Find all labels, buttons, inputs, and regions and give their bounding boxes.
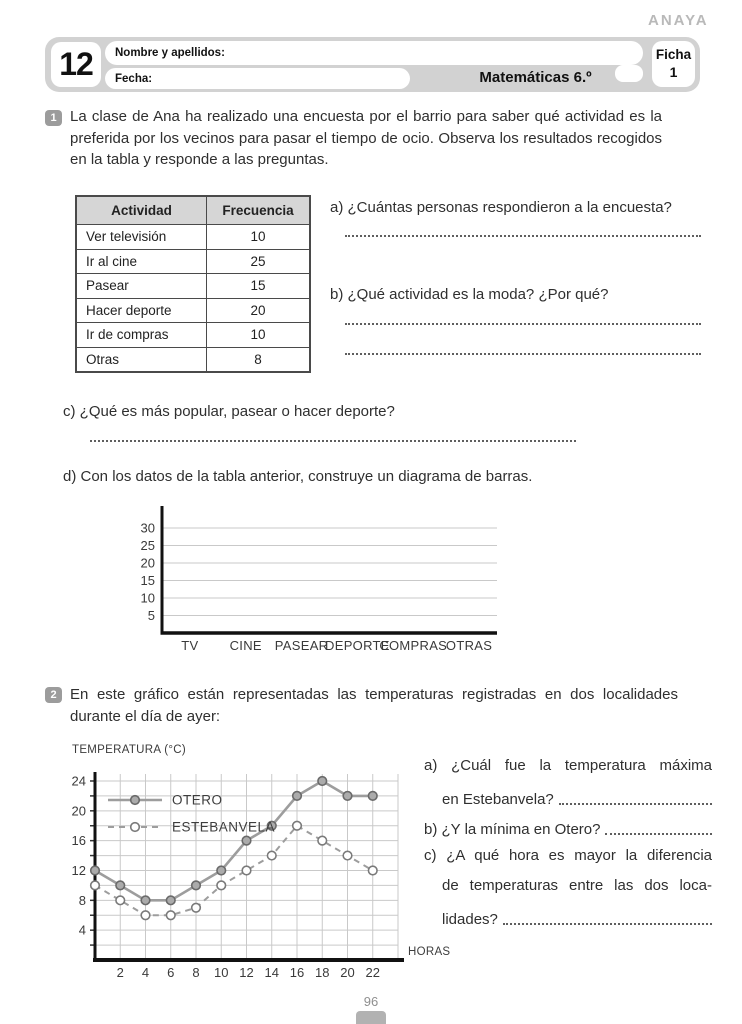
- frequency-cell: 25: [207, 249, 310, 274]
- exercise2-intro: En este gráfico están representadas las temperaturas registradas en dos localidades durante el día de ayer:: [70, 686, 678, 725]
- svg-text:ESTEBANVELA: ESTEBANVELA: [172, 819, 276, 835]
- svg-text:5: 5: [147, 608, 155, 623]
- answer-line[interactable]: [345, 234, 701, 237]
- frequency-cell: 20: [207, 298, 310, 323]
- question-text: de temperaturas entre las dos loca-: [442, 877, 712, 894]
- question-1c: c) ¿Qué es más popular, pasear o hacer deporte?: [63, 403, 395, 420]
- question-1d: d) Con los datos de la tabla anterior, construye un diagrama de barras.: [63, 468, 533, 485]
- frequency-cell: 10: [207, 225, 310, 250]
- footer-tab: [356, 1011, 386, 1024]
- svg-text:4: 4: [78, 922, 86, 938]
- answer-line[interactable]: [605, 833, 712, 835]
- activity-cell: Otras: [77, 347, 207, 372]
- svg-text:25: 25: [140, 538, 155, 553]
- svg-text:2: 2: [116, 965, 124, 980]
- svg-text:6: 6: [167, 965, 175, 980]
- question-text: lidades?: [442, 911, 498, 928]
- table-row: [77, 274, 310, 299]
- svg-text:4: 4: [141, 965, 150, 980]
- exercise2-questions: [424, 748, 712, 928]
- table-row: [77, 323, 310, 348]
- table-row: [77, 249, 310, 274]
- svg-text:12: 12: [239, 965, 254, 980]
- question-text: a) ¿Cuál fue la temperatura máxima: [424, 757, 712, 774]
- answer-line[interactable]: [559, 803, 712, 805]
- question-line: [424, 868, 712, 898]
- exercise2-number: 2: [50, 689, 57, 701]
- svg-text:16: 16: [71, 833, 86, 849]
- date-label: Fecha:: [115, 72, 153, 85]
- table-header-row: [77, 197, 310, 225]
- activity-cell: Pasear: [77, 274, 207, 299]
- ficha-number: 1: [669, 63, 678, 80]
- svg-text:8: 8: [192, 965, 200, 980]
- svg-text:COMPRAS: COMPRAS: [379, 638, 448, 653]
- answer-line[interactable]: [90, 439, 576, 442]
- activity-cell: Ir al cine: [77, 249, 207, 274]
- ficha-label: Ficha: [655, 46, 692, 62]
- svg-text:HORAS: HORAS: [408, 946, 451, 958]
- table-row: [77, 225, 310, 250]
- svg-text:30: 30: [140, 520, 155, 536]
- temperature-chart-title: TEMPERATURA (°C): [72, 744, 186, 756]
- table-row: [77, 298, 310, 323]
- svg-text:12: 12: [71, 862, 86, 878]
- exercise1-intro: La clase de Ana ha realizado una encuesta por el barrio para saber qué actividad es la preferida por los vecinos para pasar el tiempo de ocio. Observa los resultados recogidos en la tabla y responde a las preguntas.: [70, 108, 662, 168]
- name-label: Nombre y apellidos:: [115, 47, 225, 59]
- svg-text:22: 22: [365, 965, 380, 980]
- unit-number: 12: [59, 46, 93, 82]
- svg-text:8: 8: [78, 892, 86, 908]
- svg-text:CINE: CINE: [229, 638, 262, 653]
- svg-text:20: 20: [340, 965, 355, 980]
- question-line: [424, 898, 712, 928]
- exercise1-badge: [45, 110, 62, 126]
- question-line: [424, 748, 712, 778]
- svg-text:PASEAR: PASEAR: [274, 638, 329, 653]
- frequency-cell: 15: [207, 274, 310, 299]
- question-text: c) ¿A qué hora es mayor la diferencia: [424, 847, 712, 864]
- frequency-table: [76, 196, 310, 372]
- frequency-cell: 8: [207, 347, 310, 372]
- activity-cell: Ver televisión: [77, 225, 207, 250]
- header-mini-box: [615, 65, 643, 82]
- svg-text:14: 14: [264, 965, 279, 980]
- activity-cell: Hacer deporte: [77, 298, 207, 323]
- svg-text:10: 10: [214, 965, 229, 980]
- worksheet-header: [45, 37, 700, 92]
- svg-text:20: 20: [71, 803, 86, 819]
- svg-text:OTRAS: OTRAS: [445, 638, 493, 653]
- svg-text:15: 15: [140, 573, 155, 588]
- svg-text:TV: TV: [181, 638, 199, 653]
- svg-text:DEPORTE: DEPORTE: [325, 638, 390, 653]
- exercise1-number: 1: [50, 112, 57, 124]
- page-number: 96: [363, 994, 379, 1009]
- table-header-cell: Frecuencia: [207, 197, 310, 225]
- question-1a: a) ¿Cuántas personas respondieron a la encuesta?: [330, 199, 672, 216]
- temperature-line-chart: [60, 760, 455, 988]
- question-1b: b) ¿Qué actividad es la moda? ¿Por qué?: [330, 286, 609, 303]
- exercise2-badge: [45, 687, 62, 703]
- table-row: [77, 347, 310, 372]
- svg-text:18: 18: [315, 965, 330, 980]
- answer-line[interactable]: [345, 352, 701, 355]
- svg-text:10: 10: [140, 590, 155, 606]
- unit-number-box: [51, 42, 101, 87]
- question-line: [424, 808, 712, 838]
- answer-line[interactable]: [503, 923, 712, 925]
- empty-bar-chart[interactable]: [140, 503, 560, 663]
- svg-text:20: 20: [140, 555, 155, 571]
- question-line: [424, 838, 712, 868]
- name-field[interactable]: [105, 41, 643, 65]
- svg-text:24: 24: [71, 773, 86, 789]
- question-text: en Estebanvela?: [442, 791, 554, 808]
- question-text: b) ¿Y la mínima en Otero?: [424, 821, 601, 838]
- anaya-logo: ANAYA: [648, 12, 709, 29]
- subject-title: Matemáticas 6.º: [479, 69, 592, 86]
- answer-line[interactable]: [345, 322, 701, 325]
- ficha-box: [652, 41, 695, 87]
- svg-text:16: 16: [289, 965, 305, 980]
- svg-text:OTERO: OTERO: [172, 792, 223, 808]
- frequency-cell: 10: [207, 323, 310, 348]
- date-field[interactable]: [105, 68, 410, 89]
- table-header-cell: Actividad: [77, 197, 207, 225]
- question-line: [424, 778, 712, 808]
- activity-cell: Ir de compras: [77, 323, 207, 348]
